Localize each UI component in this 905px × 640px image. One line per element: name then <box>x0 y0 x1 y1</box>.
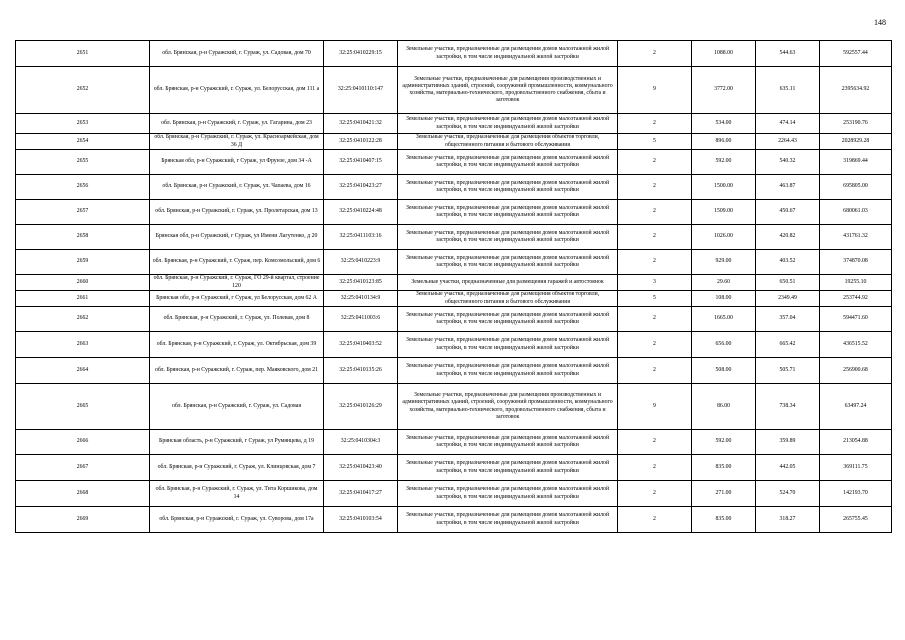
cadastral-value-cell: 2395634.92 <box>820 67 892 114</box>
table-row <box>16 430 892 455</box>
area-cell: 835.00 <box>692 455 756 481</box>
area-cell: 1509.00 <box>692 200 756 225</box>
area-cell: 86.00 <box>692 384 756 430</box>
row-number: 2652 <box>16 67 150 114</box>
group-cell: 9 <box>618 384 692 430</box>
group-cell: 5 <box>618 134 692 150</box>
land-use-cell: Земельные участки, предназначенные для размещения производственных и административных зданий, строений, сооружений промышленности, коммунального хозяйства, материально-технического, продовольственного снабжения, сбыта и заготовок <box>398 384 618 430</box>
row-number: 2659 <box>16 250 150 275</box>
specific-value-cell: 524.70 <box>756 481 820 507</box>
land-use-cell: Земельные участки, предназначенные для размещения производственных и административных зданий, строений, сооружений промышленности, коммунального хозяйства, материально-технического, продовольственного снабжения, сбыта и заготовок <box>398 67 618 114</box>
cadastral-number-cell: 32:25:0410229:15 <box>324 41 398 67</box>
cadastral-value-cell: 680061.03 <box>820 200 892 225</box>
table-row <box>16 150 892 175</box>
address-cell: обл. Брянская, р-н Суражский, г. Сураж, ул. Чапаева, дом 16 <box>150 175 324 200</box>
cadastral-value-cell: 592557.44 <box>820 41 892 67</box>
area-cell: 592.00 <box>692 430 756 455</box>
cadastral-number-cell: 32:25:0410110:147 <box>324 67 398 114</box>
row-number: 2654 <box>16 134 150 150</box>
row-number: 2656 <box>16 175 150 200</box>
cadastral-value-cell: 256900.68 <box>820 358 892 384</box>
specific-value-cell: 359.89 <box>756 430 820 455</box>
cadastral-number-cell: 32:25:0410123:85 <box>324 275 398 291</box>
area-cell: 508.00 <box>692 358 756 384</box>
group-cell: 2 <box>618 507 692 533</box>
area-cell: 534.00 <box>692 114 756 134</box>
group-cell: 3 <box>618 275 692 291</box>
specific-value-cell: 665.42 <box>756 332 820 358</box>
land-use-cell: Земельные участки, предназначенные для размещения домов малоэтажной жилой застройки, в том числе индивидуальной жилой застройки <box>398 150 618 175</box>
address-cell: обл. Брянская, р-н Суражский, г. Сураж, ГО 29-й квартал, строение 120 <box>150 275 324 291</box>
table-row <box>16 275 892 291</box>
cadastral-value-cell: 213054.88 <box>820 430 892 455</box>
specific-value-cell: 357.04 <box>756 307 820 332</box>
table-row <box>16 358 892 384</box>
specific-value-cell: 505.71 <box>756 358 820 384</box>
specific-value-cell: 474.14 <box>756 114 820 134</box>
row-number: 2664 <box>16 358 150 384</box>
cadastral-number-cell: 32:25:0410126:29 <box>324 384 398 430</box>
table-row <box>16 481 892 507</box>
cadastral-value-cell: 374870.08 <box>820 250 892 275</box>
cadastral-number-cell: 32:25:0410423:27 <box>324 175 398 200</box>
land-use-cell: Земельные участки, предназначенные для размещения домов малоэтажной жилой застройки, в том числе индивидуальной жилой застройки <box>398 225 618 250</box>
row-number: 2653 <box>16 114 150 134</box>
group-cell: 2 <box>618 175 692 200</box>
land-use-cell: Земельные участки, предназначенные для размещения домов малоэтажной жилой застройки, в том числе индивидуальной жилой застройки <box>398 307 618 332</box>
specific-value-cell: 2349.49 <box>756 291 820 307</box>
area-cell: 592.00 <box>692 150 756 175</box>
specific-value-cell: 650.51 <box>756 275 820 291</box>
land-use-cell: Земельные участки, предназначенные для размещения домов малоэтажной жилой застройки, в том числе индивидуальной жилой застройки <box>398 481 618 507</box>
land-use-cell: Земельные участки, предназначенные для размещения домов малоэтажной жилой застройки, в том числе индивидуальной жилой застройки <box>398 332 618 358</box>
cadastral-value-cell: 2028929.28 <box>820 134 892 150</box>
land-use-cell: Земельные участки, предназначенные для размещения объектов торговли, общественного питания и бытового обслуживания <box>398 134 618 150</box>
land-use-cell: Земельные участки, предназначенные для размещения домов малоэтажной жилой застройки, в том числе индивидуальной жилой застройки <box>398 507 618 533</box>
address-cell: обл. Брянская, р-н Суражский, г. Сураж, ул. Красноармейская, дом 36 Д <box>150 134 324 150</box>
address-cell: обл. Брянская, р-н Суражский, г. Сураж, ул. Гагарина, дом 23 <box>150 114 324 134</box>
area-cell: 1088.00 <box>692 41 756 67</box>
row-number: 2657 <box>16 200 150 225</box>
specific-value-cell: 635.11 <box>756 67 820 114</box>
table-row <box>16 67 892 114</box>
cadastral-value-cell: 142193.70 <box>820 481 892 507</box>
specific-value-cell: 318.27 <box>756 507 820 533</box>
specific-value-cell: 442.05 <box>756 455 820 481</box>
table-body <box>16 41 892 533</box>
area-cell: 1500.00 <box>692 175 756 200</box>
cadastral-value-table <box>15 40 892 533</box>
row-number: 2662 <box>16 307 150 332</box>
area-cell: 1665.00 <box>692 307 756 332</box>
specific-value-cell: 544.63 <box>756 41 820 67</box>
cadastral-value-cell: 594471.60 <box>820 307 892 332</box>
group-cell: 2 <box>618 307 692 332</box>
area-cell: 1026.00 <box>692 225 756 250</box>
specific-value-cell: 738.34 <box>756 384 820 430</box>
cadastral-number-cell: 32:25:0411003:6 <box>324 307 398 332</box>
address-cell: обл. Брянская, р-н Суражский, г. Сураж, ул. Клинцовская, дом 7 <box>150 455 324 481</box>
cadastral-number-cell: 32:25:0411103:16 <box>324 225 398 250</box>
row-number: 2655 <box>16 150 150 175</box>
address-cell: обл. Брянская, р-н Суражский, г. Сураж, ул. Пролетарская, дом 13 <box>150 200 324 225</box>
cadastral-value-cell: 265755.45 <box>820 507 892 533</box>
group-cell: 2 <box>618 150 692 175</box>
area-cell: 108.00 <box>692 291 756 307</box>
cadastral-number-cell: 32:25:0410423:40 <box>324 455 398 481</box>
cadastral-value-cell: 253744.92 <box>820 291 892 307</box>
specific-value-cell: 540.32 <box>756 150 820 175</box>
land-use-cell: Земельные участки, предназначенные для размещения домов малоэтажной жилой застройки, в том числе индивидуальной жилой застройки <box>398 114 618 134</box>
cadastral-value-cell: 253190.76 <box>820 114 892 134</box>
cadastral-number-cell: 32:25:0410223:9 <box>324 250 398 275</box>
land-use-cell: Земельные участки, предназначенные для размещения домов малоэтажной жилой застройки, в том числе индивидуальной жилой застройки <box>398 358 618 384</box>
area-cell: 271.00 <box>692 481 756 507</box>
cadastral-value-cell: 63497.24 <box>820 384 892 430</box>
row-number: 2658 <box>16 225 150 250</box>
land-use-cell: Земельные участки, предназначенные для размещения гаражей и автостоянок <box>398 275 618 291</box>
area-cell: 3772.00 <box>692 67 756 114</box>
address-cell: Брянская область, р-н Суражский, г Сураж, ул Румянцева, д 19 <box>150 430 324 455</box>
cadastral-value-cell: 431761.32 <box>820 225 892 250</box>
cadastral-number-cell: 32:25:0410224:48 <box>324 200 398 225</box>
area-cell: 929.00 <box>692 250 756 275</box>
table-row <box>16 291 892 307</box>
address-cell: Брянская обл, р-н Суражский, г Сураж, ул Имени Лагутенко, д 20 <box>150 225 324 250</box>
page-number: 148 <box>874 18 886 27</box>
row-number: 2669 <box>16 507 150 533</box>
group-cell: 5 <box>618 291 692 307</box>
cadastral-value-cell: 695805.00 <box>820 175 892 200</box>
group-cell: 2 <box>618 455 692 481</box>
row-number: 2660 <box>16 275 150 291</box>
specific-value-cell: 420.82 <box>756 225 820 250</box>
land-use-cell: Земельные участки, предназначенные для размещения домов малоэтажной жилой застройки, в том числе индивидуальной жилой застройки <box>398 200 618 225</box>
cadastral-number-cell: 32:25:0410135:26 <box>324 358 398 384</box>
table-row <box>16 384 892 430</box>
row-number: 2666 <box>16 430 150 455</box>
address-cell: обл. Брянская, р-н Суражский, г. Сураж, ул. Садовая, дом 70 <box>150 41 324 67</box>
table-row <box>16 175 892 200</box>
row-number: 2668 <box>16 481 150 507</box>
land-use-cell: Земельные участки, предназначенные для размещения домов малоэтажной жилой застройки, в том числе индивидуальной жилой застройки <box>398 41 618 67</box>
table-row <box>16 200 892 225</box>
cadastral-value-cell: 319869.44 <box>820 150 892 175</box>
address-cell: Брянская обл, р-н Суражский, г Сураж, ул Белорусская, дом 62 А <box>150 291 324 307</box>
group-cell: 2 <box>618 41 692 67</box>
land-use-cell: Земельные участки, предназначенные для размещения домов малоэтажной жилой застройки, в том числе индивидуальной жилой застройки <box>398 430 618 455</box>
table-row <box>16 455 892 481</box>
cadastral-value-cell: 19255.10 <box>820 275 892 291</box>
cadastral-number-cell: 32:25:0410103:54 <box>324 507 398 533</box>
cadastral-number-cell: 32:25:0410304:3 <box>324 430 398 455</box>
row-number: 2663 <box>16 332 150 358</box>
cadastral-value-cell: 436515.52 <box>820 332 892 358</box>
group-cell: 2 <box>618 250 692 275</box>
table-row <box>16 114 892 134</box>
table-row <box>16 507 892 533</box>
cadastral-number-cell: 32:25:0410421:32 <box>324 114 398 134</box>
address-cell: обл. Брянская, р-н Суражский, г. Сураж, пер. Маяковского, дом 21 <box>150 358 324 384</box>
cadastral-number-cell: 32:25:0410122:28 <box>324 134 398 150</box>
specific-value-cell: 450.67 <box>756 200 820 225</box>
address-cell: обл. Брянская, р-н Суражский, г. Сураж, пер. Комсомольский, дом 6 <box>150 250 324 275</box>
address-cell: обл. Брянская, р-н Суражский, г. Сураж, ул. Тита Коршикова, дом 14 <box>150 481 324 507</box>
group-cell: 2 <box>618 225 692 250</box>
row-number: 2667 <box>16 455 150 481</box>
address-cell: обл. Брянская, р-н Суражский, г. Сураж, ул. Полевая, дом 8 <box>150 307 324 332</box>
table-row <box>16 225 892 250</box>
cadastral-number-cell: 32:25:0410134:9 <box>324 291 398 307</box>
specific-value-cell: 403.52 <box>756 250 820 275</box>
group-cell: 9 <box>618 67 692 114</box>
row-number: 2665 <box>16 384 150 430</box>
cadastral-number-cell: 32:25:0410417:27 <box>324 481 398 507</box>
group-cell: 2 <box>618 481 692 507</box>
specific-value-cell: 463.87 <box>756 175 820 200</box>
land-use-cell: Земельные участки, предназначенные для размещения домов малоэтажной жилой застройки, в том числе индивидуальной жилой застройки <box>398 455 618 481</box>
row-number: 2661 <box>16 291 150 307</box>
group-cell: 2 <box>618 114 692 134</box>
specific-value-cell: 2264.43 <box>756 134 820 150</box>
address-cell: обл. Брянская, р-н Суражский, г. Сураж, ул. Суворова, дом 17а <box>150 507 324 533</box>
area-cell: 896.00 <box>692 134 756 150</box>
area-cell: 656.00 <box>692 332 756 358</box>
group-cell: 2 <box>618 358 692 384</box>
table-row <box>16 250 892 275</box>
table-row <box>16 41 892 67</box>
table-row <box>16 332 892 358</box>
cadastral-number-cell: 32:25:0410407:15 <box>324 150 398 175</box>
group-cell: 2 <box>618 332 692 358</box>
address-cell: обл. Брянская, р-н Суражский, г. Сураж, ул. Октябрьская, дом 39 <box>150 332 324 358</box>
address-cell: обл. Брянская, р-н Суражский, г. Сураж, ул. Садовая <box>150 384 324 430</box>
cadastral-number-cell: 32:25:0410403:52 <box>324 332 398 358</box>
land-use-cell: Земельные участки, предназначенные для размещения объектов торговли, общественного питания и бытового обслуживания <box>398 291 618 307</box>
address-cell: обл. Брянская, р-н Суражский, г. Сураж, ул. Белорусская, дом 111 а <box>150 67 324 114</box>
row-number: 2651 <box>16 41 150 67</box>
group-cell: 2 <box>618 430 692 455</box>
land-use-cell: Земельные участки, предназначенные для размещения домов малоэтажной жилой застройки, в том числе индивидуальной жилой застройки <box>398 250 618 275</box>
area-cell: 29.60 <box>692 275 756 291</box>
area-cell: 835.00 <box>692 507 756 533</box>
table-row <box>16 134 892 150</box>
group-cell: 2 <box>618 200 692 225</box>
cadastral-value-cell: 369111.75 <box>820 455 892 481</box>
land-use-cell: Земельные участки, предназначенные для размещения домов малоэтажной жилой застройки, в том числе индивидуальной жилой застройки <box>398 175 618 200</box>
table-row <box>16 307 892 332</box>
address-cell: Брянская обл, р-н Суражский, г Сураж, ул Фрунзе, дом 34 -А <box>150 150 324 175</box>
